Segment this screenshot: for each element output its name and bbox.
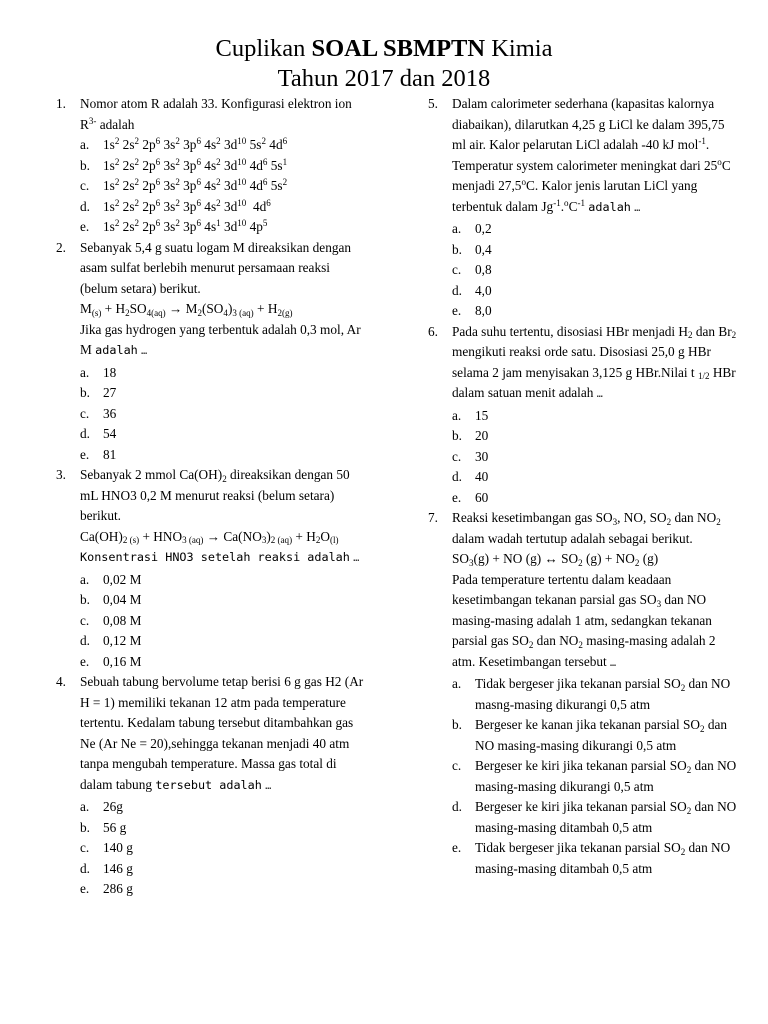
option-e[interactable]: e. Tidak bergeser jika tekanan parsial $SO_2$ dan NO masing-masing ditambah 0,5 atm — [452, 840, 731, 876]
option-a[interactable]: a. 0,02 M — [80, 571, 142, 587]
option-e[interactable]: e. 0,16 M — [80, 653, 142, 669]
question-prompt: Jika gas hydrogen yang terbentuk adalah 0,3 mol, Ar M adalah … — [80, 321, 361, 357]
question-4 — [56, 672, 368, 900]
option-a[interactable]: a. 26g — [80, 799, 123, 814]
option-c[interactable]: c. Bergeser ke kiri jika tekanan parsial $SO_2$ dan NO masing-masing dikurangi 0,5 atm — [452, 758, 737, 794]
option-d[interactable]: d. 146 g — [80, 860, 133, 876]
reaction-equation: $SO_3(g)$ + NO (g) ↔ $SO_2$ $(g) + NO_2$ (g) — [452, 551, 659, 568]
question-6 — [428, 322, 740, 509]
option-a[interactable]: a. 18 — [80, 364, 117, 380]
question-2 — [56, 238, 368, 466]
question-text-2: Pada temperature tertentu dalam keadaan kesetimbangan tekanan parsial gas $SO_3$ dan NO masing-masing adalah 1 atm, sedangkan tekanan parsial gas $SO_2$ dan $NO_2$ masing-masing adalah 2 atm. Kesetimbangan tersebut … — [452, 571, 716, 669]
question-number: 1. — [56, 96, 66, 111]
question-text: Pada suhu tertentu, disosiasi HBr menjadi $H_2$ dan $Br_2$ mengikuti reaksi orde satu. Disosiasi 25,0 g HBr selama 2 jam menyisakan 3,125 g HBr.Nilai t $_{1/2}$ HBr dalam satuan menit adalah … — [452, 323, 737, 400]
question-number: 4. — [56, 674, 66, 689]
question-prompt: Konsentrasi HNO3 setelah reaksi adalah … — [80, 550, 360, 564]
question-3 — [56, 465, 368, 672]
question-number: 6. — [428, 323, 438, 339]
option-a[interactable]: a. 0,2 — [452, 221, 492, 236]
question-text: Dalam calorimeter sederhana (kapasitas kalornya diabaikan), dilarutkan 4,25 g LiCl ke dalam 395,75 ml air. Kalor pelarutan LiCl adalah -40 kJ mol$^{-1}$. Temperatur system calorimeter meningkat dari 25$^o$C menjadi 27,5$^o$C. Kalor jenis larutan LiCl yang terbentuk dalam $Jg^{-1}.^oC^{-1}$ adalah … — [452, 96, 731, 214]
option-d[interactable]: d. 54 — [80, 426, 117, 441]
question-number: 5. — [428, 96, 438, 111]
question-number: 2. — [56, 239, 66, 255]
option-c[interactable]: c. 0,08 M — [80, 612, 142, 628]
option-d[interactable]: d. 0,12 M — [80, 633, 142, 648]
left-column — [56, 94, 368, 900]
option-d[interactable]: d. 4,0 — [452, 282, 492, 298]
question-text: Reaksi kesetimbangan gas $SO_3$, NO, $SO_2$ dan $NO_2$ dalam wadah tertutup adalah sebagai berikut. — [452, 510, 721, 546]
option-b[interactable]: b. 20 — [452, 428, 489, 443]
option-e[interactable]: e. 286 g — [80, 881, 133, 896]
option-d[interactable]: d. $1s^2$ $2s^2$ $2p^6$ $3s^2$ $3p^6$ $4s^2$ $3d^{10}$ $4d^6$ — [80, 197, 271, 214]
option-e[interactable]: e. 81 — [80, 446, 117, 462]
right-column — [428, 94, 740, 879]
question-1 — [56, 94, 368, 238]
option-b[interactable]: b. 56 g — [80, 819, 127, 835]
option-c[interactable]: c. 30 — [452, 448, 489, 464]
page-subtitle: Tahun 2017 dan 2018 — [277, 65, 491, 92]
question-text: Sebanyak 2 mmol $Ca(OH)_2$ direaksikan dengan 50 mL HNO3 0,2 M menurut reaksi (belum setara) berikut. — [80, 467, 350, 523]
option-a[interactable]: a. Tidak bergeser jika tekanan parsial $SO_2$ dan NO masng-masing dikurangi 0,5 atm — [452, 676, 731, 712]
option-c[interactable]: c. 140 g — [80, 840, 133, 855]
question-number: 3. — [56, 467, 66, 482]
reaction-equation: $M_{(s)} + H_2SO_{4(aq)} \to M_2(SO_4)_{3 (aq)} + H_{2(g)}$ — [80, 301, 293, 318]
question-text: Sebanyak 5,4 g suatu logam M direaksikan dengan asam sulfat berlebih menurut persamaan reaksi (belum setara) berikut. — [80, 239, 352, 296]
option-b[interactable]: b. 0,4 — [452, 241, 492, 257]
option-e[interactable]: e. 8,0 — [452, 303, 492, 318]
question-number: 7. — [428, 510, 438, 525]
page-title: Cuplikan SOAL SBMPTN Kimia — [215, 35, 553, 62]
option-b[interactable]: b. Bergeser ke kanan jika tekanan parsial $SO_2$ dan NO masing-masing dikurangi 0,5 atm — [452, 717, 728, 753]
option-a[interactable]: a. $1s^2$ $2s^2$ $2p^6$ $3s^2$ $3p^6$ $4s^2$ $3d^{10}$ $5s^2$ $4d^6$ — [80, 136, 288, 152]
option-e[interactable]: e. $1s^2$ $2s^2$ $2p^6$ $3s^2$ $3p^6$ $4s^1$ $3d^{10}$ $4p^5$ — [80, 218, 268, 234]
option-e[interactable]: e. 60 — [452, 489, 489, 505]
option-d[interactable]: d. Bergeser ke kiri jika tekanan parsial $SO_2$ dan NO masing-masing ditambah 0,5 atm — [452, 799, 737, 835]
option-d[interactable]: d. 40 — [452, 469, 489, 484]
reaction-equation: $Ca(OH)_{2 (s)} + HNO_{3 (aq)} \to Ca(NO_3)_{2 (aq)} + H_2O_{(l)}$ — [80, 528, 339, 546]
question-text: Nomor atom R adalah 33. Konfigurasi elektron ion $R^{3-}$ adalah — [80, 96, 352, 132]
option-c[interactable]: c. $1s^2$ $2s^2$ $2p^6$ $3s^2$ $3p^6$ $4s^2$ $3d^{10}$ $4d^6$ $5s^2$ — [80, 177, 288, 193]
option-a[interactable]: a. 15 — [452, 407, 489, 423]
question-5 — [428, 94, 740, 322]
option-b[interactable]: b. 0,04 M — [80, 592, 142, 607]
option-b[interactable]: b. 27 — [80, 385, 117, 400]
question-text: Sebuah tabung bervolume tetap berisi 6 g gas H2 (Ar H = 1) memiliki tekanan 12 atm pada temperature tertentu. Kedalam tabung tersebut ditambahkan gas Ne (Ar Ne = 20),sehingga tekanan menjadi 40 atm tanpa mengubah temperature. Massa gas total di dalam tabung tersebut adalah … — [80, 674, 364, 792]
option-c[interactable]: c. 0,8 — [452, 262, 492, 277]
option-b[interactable]: b. $1s^2$ $2s^2$ $2p^6$ $3s^2$ $3p^6$ $4s^2$ $3d^{10}$ $4d^6$ $5s^1$ — [80, 156, 288, 173]
question-7 — [428, 508, 740, 879]
option-c[interactable]: c. 36 — [80, 405, 117, 421]
